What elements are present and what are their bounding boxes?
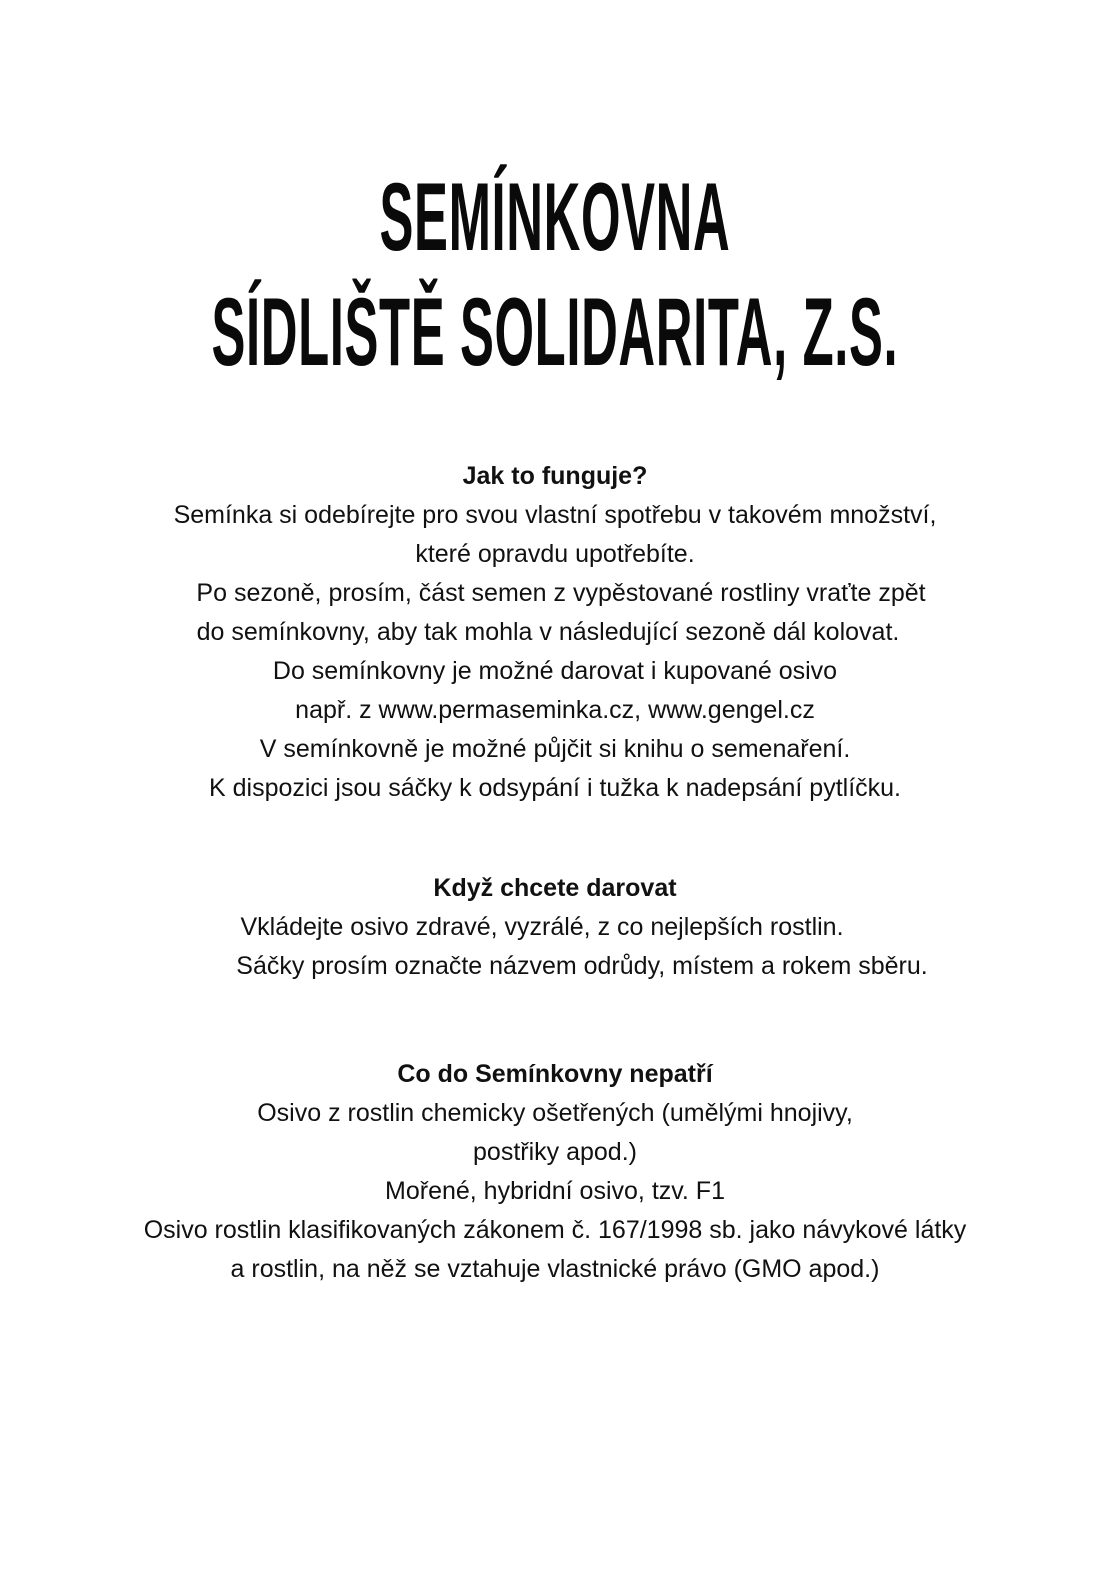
title-line-2-text: SÍDLIŠTĚ SOLIDARITA, Z.S. bbox=[211, 279, 899, 387]
paragraph-line: do semínkovny, aby tak mohla v následující sezoně dál kolovat. bbox=[196, 618, 900, 646]
title-line-2 bbox=[0, 279, 1110, 387]
paragraph-line: Osivo z rostlin chemicky ošetřených (umělými hnojivy, bbox=[257, 1099, 853, 1127]
section-heading: Jak to funguje? bbox=[462, 462, 648, 490]
paragraph-line: postřiky apod.) bbox=[473, 1138, 637, 1166]
title-line-1-text: SEMÍNKOVNA bbox=[379, 164, 731, 272]
paragraph-line: Mořené, hybridní osivo, tzv. F1 bbox=[385, 1177, 725, 1205]
paragraph-line: Po sezoně, prosím, část semen z vypěstované rostliny vraťte zpět bbox=[196, 579, 926, 607]
paragraph-line: Do semínkovny je možné darovat i kupované osivo bbox=[272, 657, 838, 685]
section-heading: Když chcete darovat bbox=[433, 874, 677, 902]
paragraph-line: V semínkovně je možné půjčit si knihu o semenaření. bbox=[259, 735, 851, 763]
paragraph-line: Vkládejte osivo zdravé, vyzrálé, z co nejlepších rostlin. bbox=[240, 913, 844, 941]
paragraph-line: které opravdu upotřebíte. bbox=[415, 540, 695, 568]
section-heading: Co do Semínkovny nepatří bbox=[397, 1060, 713, 1088]
section-not-allowed bbox=[0, 1055, 1110, 1289]
paragraph-line: K dispozici jsou sáčky k odsypání i tužka k nadepsání pytlíčku. bbox=[208, 774, 902, 802]
paragraph-line: Sáčky prosím označte názvem odrůdy, místem a rokem sběru. bbox=[236, 952, 928, 980]
section-how-it-works bbox=[0, 457, 1110, 808]
paragraph-line: Osivo rostlin klasifikovaných zákonem č. 167/1998 sb. jako návykové látky bbox=[143, 1216, 967, 1244]
paragraph-line: např. z www.permaseminka.cz, www.gengel.cz bbox=[295, 696, 815, 724]
section-donating bbox=[0, 869, 1110, 986]
title-line-1 bbox=[0, 164, 1110, 272]
paragraph-line: a rostlin, na něž se vztahuje vlastnické právo (GMO apod.) bbox=[230, 1255, 880, 1283]
paragraph-line: Semínka si odebírejte pro svou vlastní spotřebu v takovém množství, bbox=[173, 501, 937, 529]
